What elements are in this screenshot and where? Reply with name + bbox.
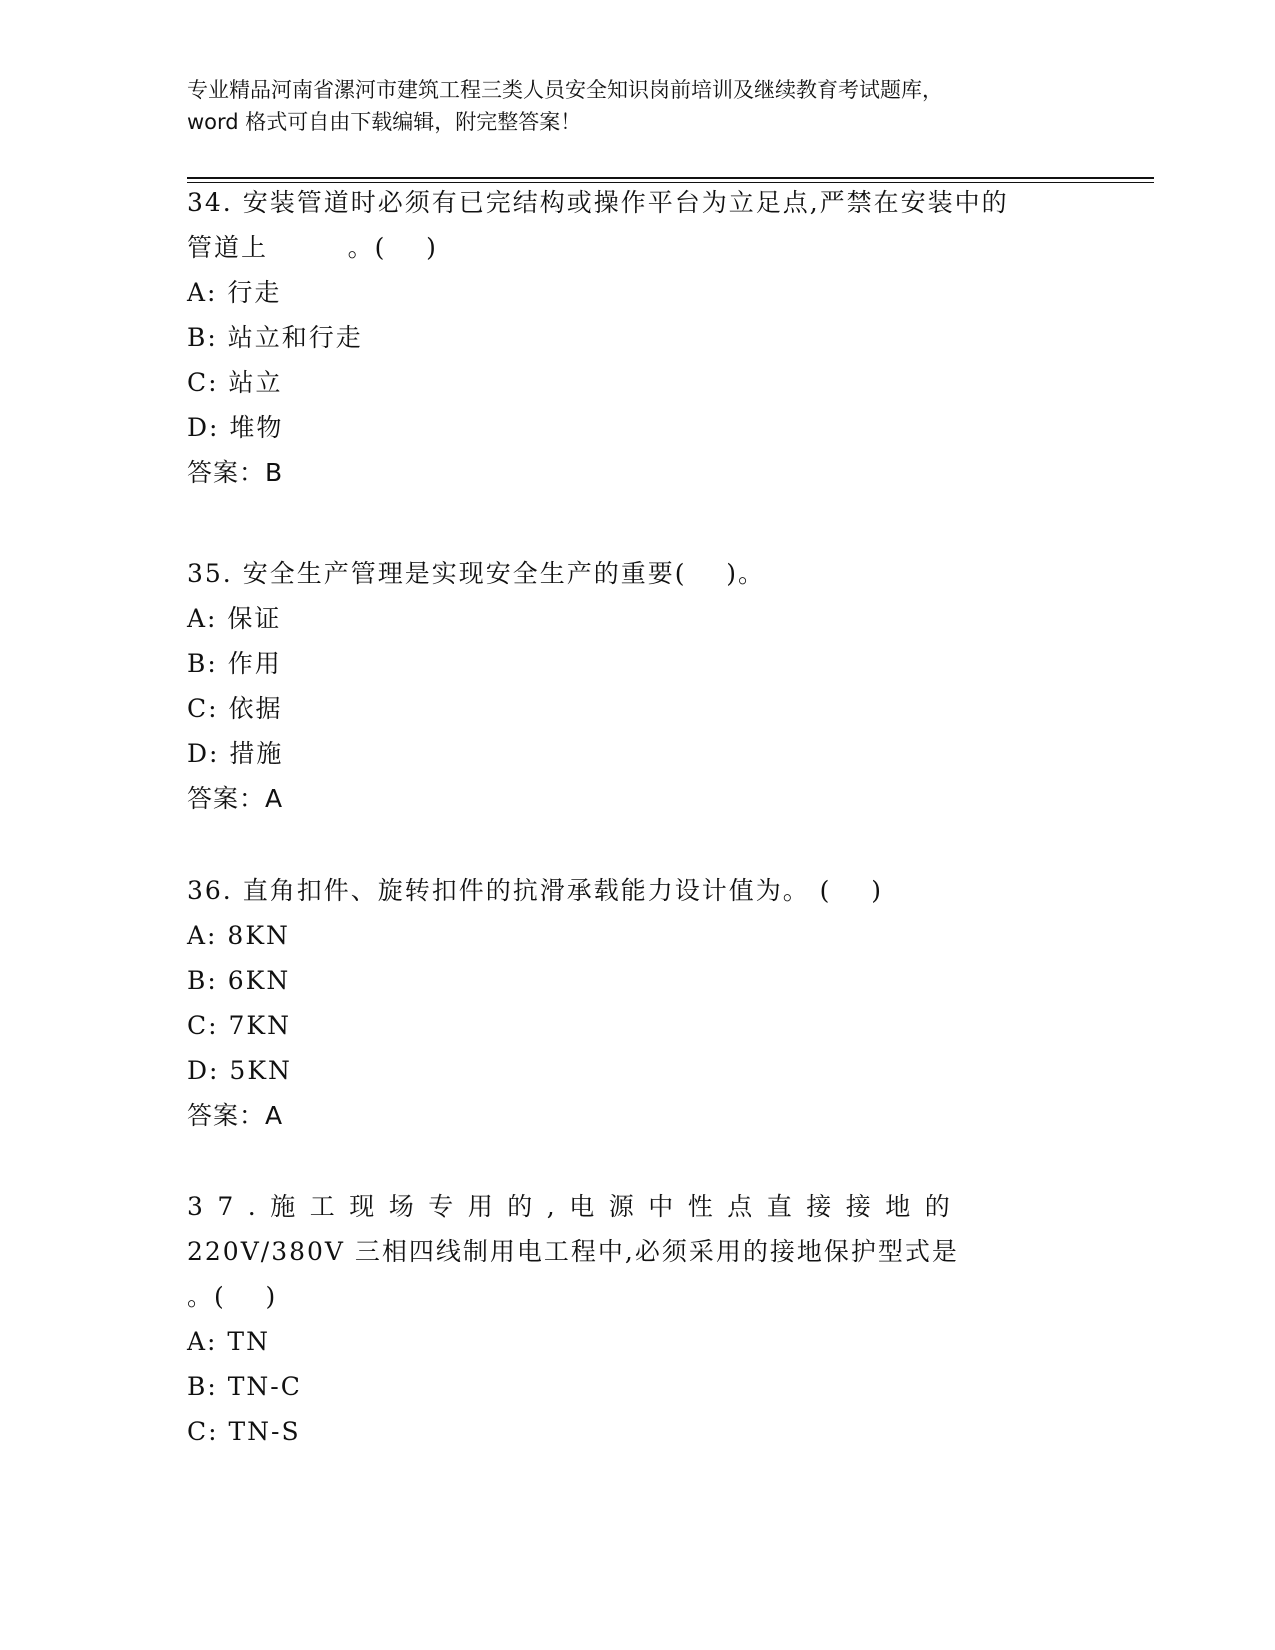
question-stem: 34. 安装管道时必须有已完结构或操作平台为立足点,严禁在安装中的 [187,188,1009,217]
option-c: C: 站立 [187,368,283,397]
option-b: B: 作用 [187,649,282,678]
option-c: C: 依据 [187,694,283,723]
option-d: D: 措施 [187,739,284,768]
option-d: D: 5KN [187,1056,292,1085]
answer-text: 答案：A [187,1101,284,1130]
option-a: A: 行走 [187,278,282,307]
question-stem: 管道上 。( ) [187,233,438,262]
answer-text: 答案：B [187,458,284,487]
question-stem: 36. 直角扣件、旋转扣件的抗滑承载能力设计值为。 ( ) [187,876,883,905]
option-c: C: TN-S [187,1417,301,1446]
option-b: B: TN-C [187,1372,302,1401]
header-title-line-1: 专业精品河南省漯河市建筑工程三类人员安全知识岗前培训及继续教育考试题库， [187,78,943,102]
question-stem: 220V/380V 三相四线制用电工程中,必须采用的接地保护型式是 [187,1237,959,1266]
option-c: C: 7KN [187,1011,291,1040]
question-36 [187,868,1107,1138]
option-a: A: 8KN [187,921,290,950]
question-37 [187,1184,1107,1454]
header-divider-thick [187,177,1154,179]
option-a: A: TN [187,1327,270,1356]
question-35 [187,551,1107,821]
question-stem: 37.施工现场专用的,电源中性点直接接地的 [187,1192,965,1221]
header-title-line-2: word 格式可自由下载编辑，附完整答案！ [187,110,582,134]
document-header [187,74,1087,138]
option-b: B: 6KN [187,966,291,995]
option-a: A: 保证 [187,604,282,633]
question-34 [187,180,1107,495]
option-b: B: 站立和行走 [187,323,363,352]
question-stem: 35. 安全生产管理是实现安全生产的重要( )。 [187,559,766,588]
option-d: D: 堆物 [187,413,284,442]
question-stem: 。( ) [187,1282,278,1311]
answer-text: 答案：A [187,784,284,813]
